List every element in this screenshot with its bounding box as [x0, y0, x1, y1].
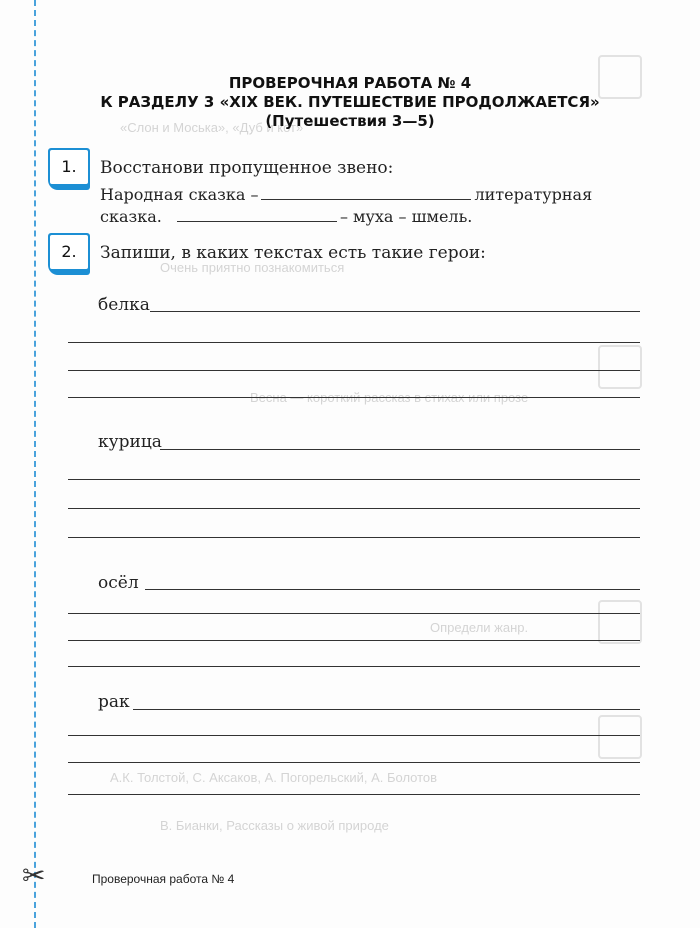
- task-2-prompt: Запиши, в каких текстах есть такие герои:: [100, 243, 486, 263]
- task-1-number-badge: [48, 148, 90, 190]
- cut-line: [34, 0, 36, 928]
- answer-line[interactable]: [68, 342, 640, 343]
- task-1-line-2-start: сказка.: [100, 207, 162, 226]
- answer-line[interactable]: [150, 311, 640, 312]
- answer-line[interactable]: [133, 709, 640, 710]
- hero-label-belka: белка: [98, 295, 150, 315]
- task-1-line-1: [100, 185, 592, 204]
- worksheet-header: [50, 74, 650, 131]
- section-title: К РАЗДЕЛУ 3 «XIX ВЕК. ПУТЕШЕСТВИЕ ПРОДОЛЖАЕТСЯ»: [100, 93, 600, 111]
- answer-line[interactable]: [68, 613, 640, 614]
- answer-line[interactable]: [68, 508, 640, 509]
- answer-line[interactable]: [68, 735, 640, 736]
- missing-link-blank-2[interactable]: [177, 220, 337, 222]
- hero-label-kuritsa: курица: [98, 432, 162, 452]
- answer-line[interactable]: [145, 589, 640, 590]
- task-1-line-1-end: литературная: [474, 185, 593, 204]
- answer-line[interactable]: [68, 762, 640, 763]
- hero-label-rak: рак: [98, 692, 130, 712]
- worksheet-title: ПРОВЕРОЧНАЯ РАБОТА № 4: [228, 74, 472, 92]
- task-1-prompt: Восстанови пропущенное звено:: [100, 158, 394, 178]
- scissors-icon: ✂: [22, 859, 46, 892]
- answer-line[interactable]: [68, 479, 640, 480]
- task-1-line-2-end: – муха – шмель.: [339, 207, 473, 226]
- answer-line[interactable]: [68, 397, 640, 398]
- task-2-number: 2.: [50, 235, 88, 269]
- task-1-line-2: [100, 207, 472, 226]
- section-subtitle: (Путешествия 3—5): [265, 112, 435, 130]
- answer-line[interactable]: [68, 640, 640, 641]
- task-1-line-1-start: Народная сказка –: [100, 185, 259, 204]
- answer-line[interactable]: [68, 370, 640, 371]
- task-1-number: 1.: [50, 150, 88, 184]
- missing-link-blank-1[interactable]: [261, 198, 471, 200]
- answer-line[interactable]: [68, 666, 640, 667]
- answer-line[interactable]: [160, 449, 640, 450]
- hero-label-osel: осёл: [98, 573, 139, 593]
- footer-label: Проверочная работа № 4: [92, 872, 235, 886]
- answer-line[interactable]: [68, 794, 640, 795]
- task-2-number-badge: [48, 233, 90, 275]
- answer-line[interactable]: [68, 537, 640, 538]
